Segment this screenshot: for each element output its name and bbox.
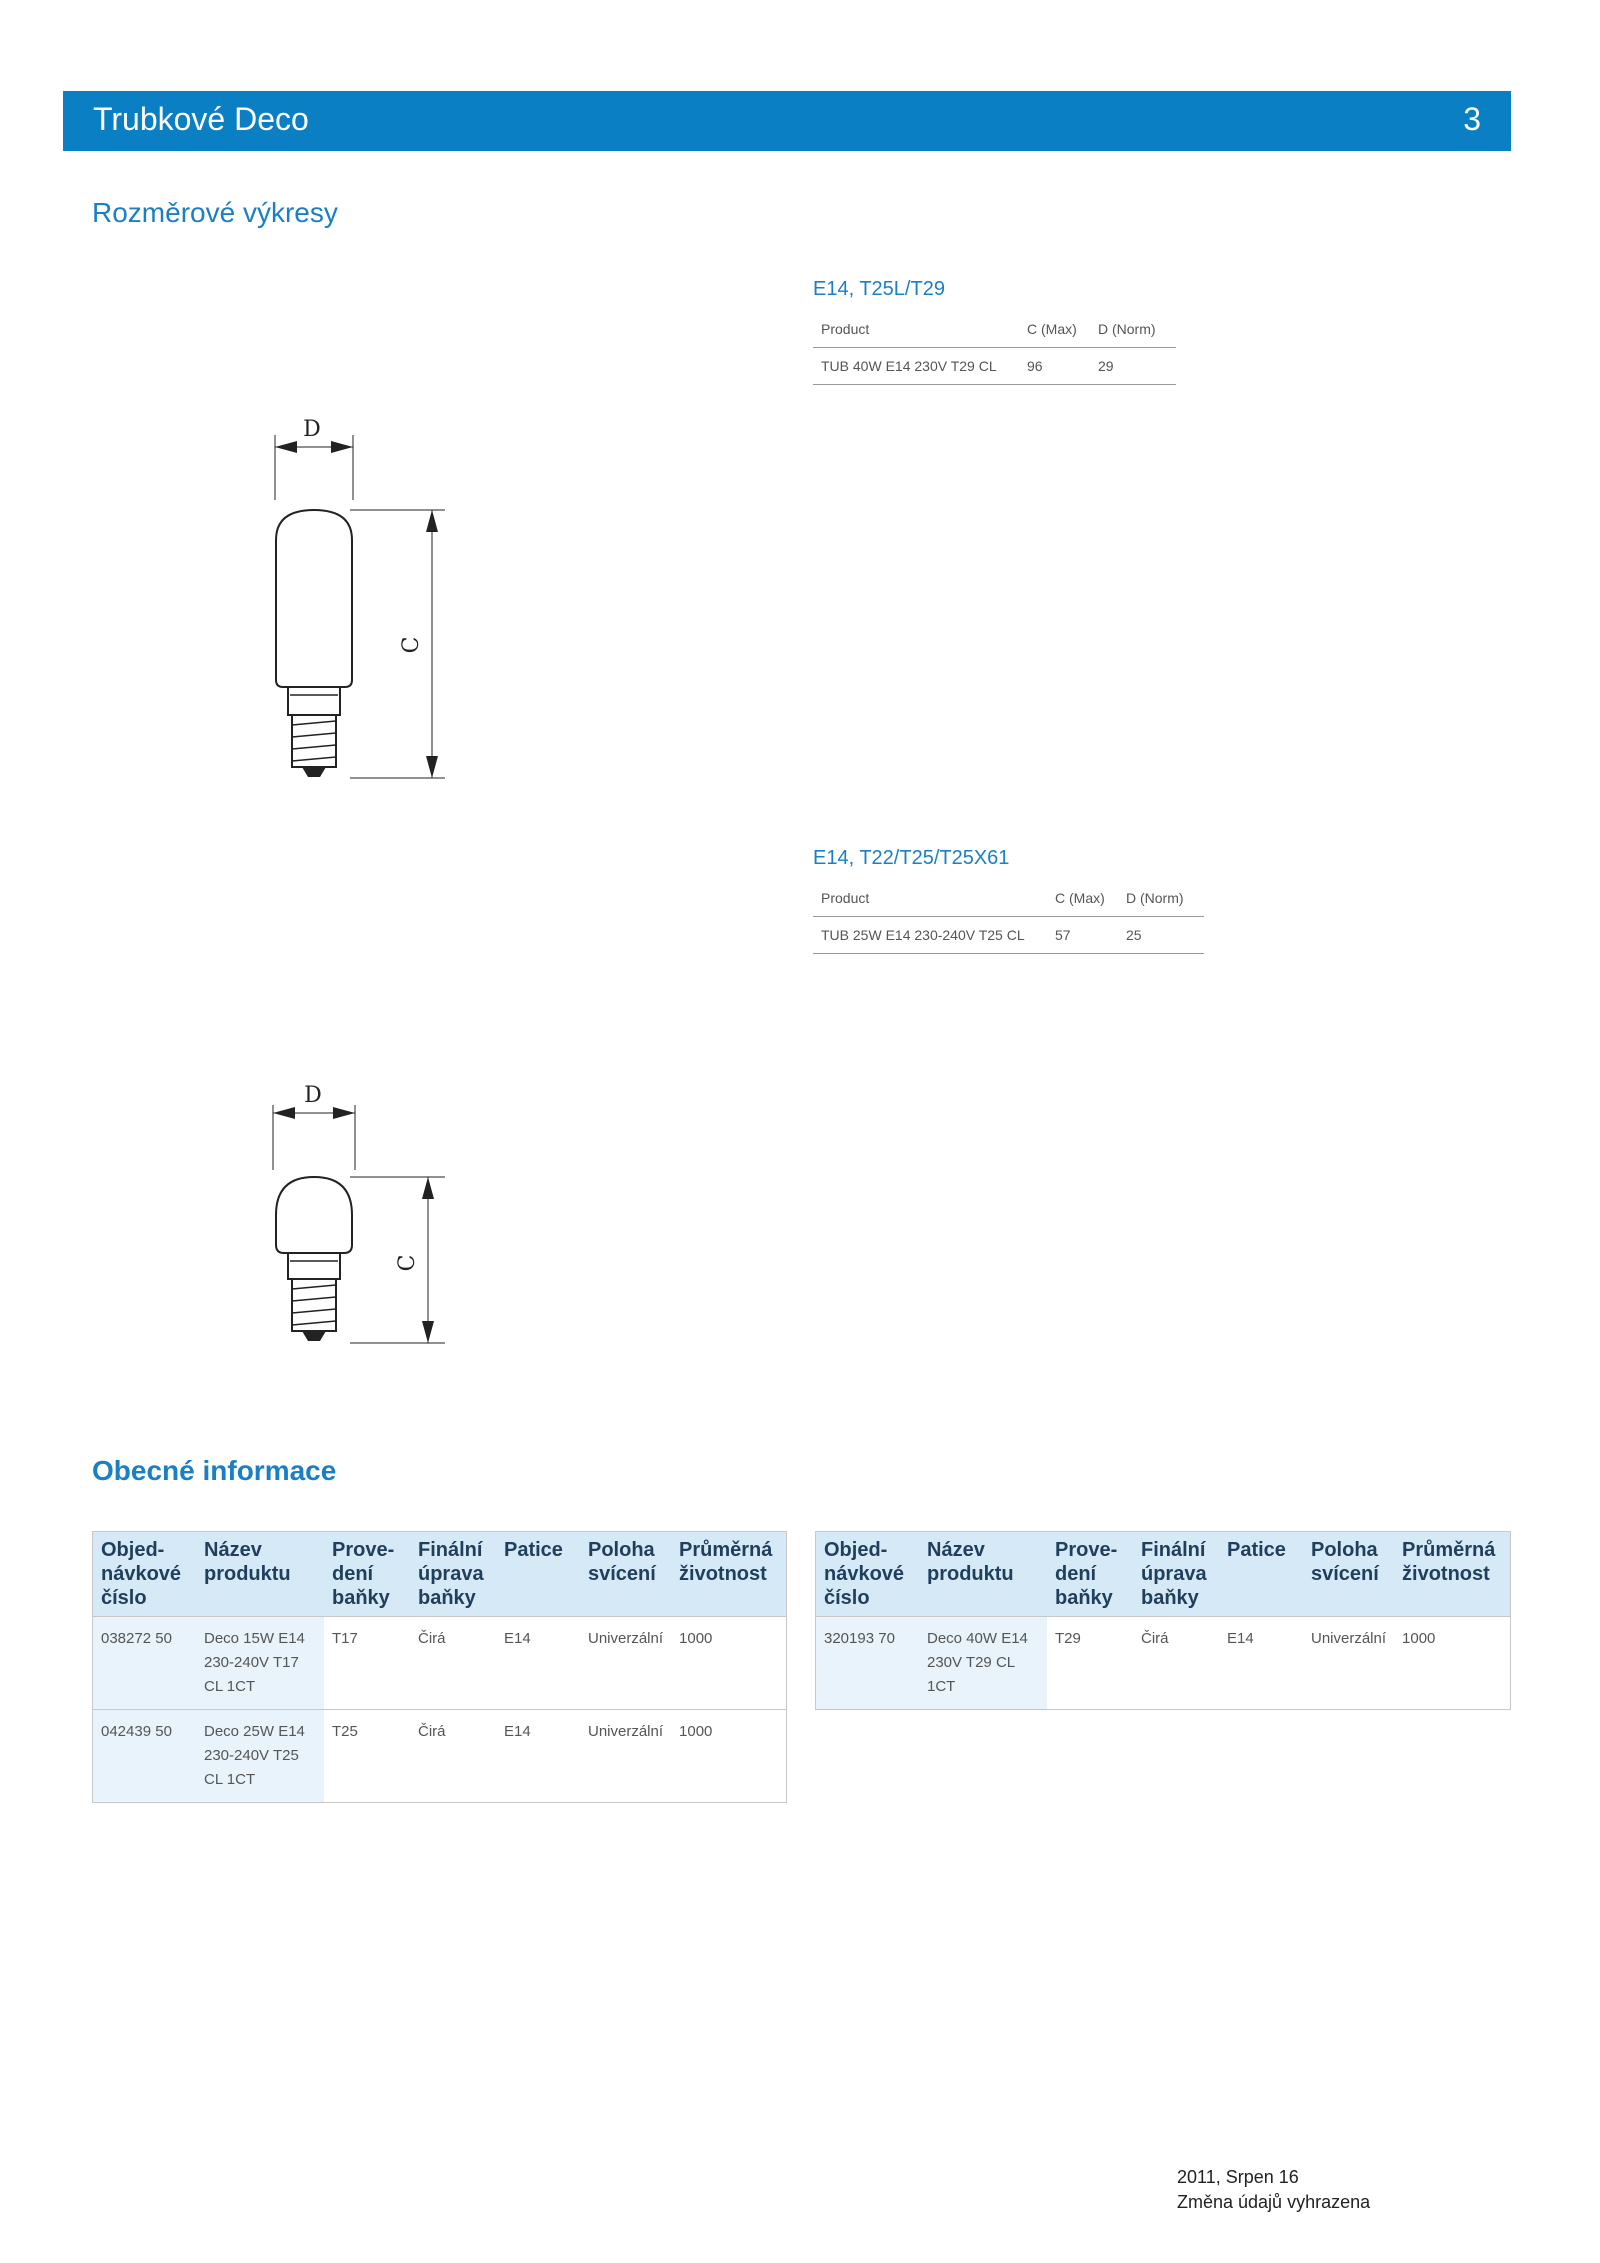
dimension-label-d: D <box>303 417 321 442</box>
base-cell: E14 <box>496 1710 580 1803</box>
table-row <box>93 1617 787 1710</box>
bulb-cell: T29 <box>1047 1617 1133 1710</box>
product-cell: TUB 25W E14 230-240V T25 CL <box>813 917 1047 954</box>
info-section-title: Obecné informace <box>92 1455 337 1486</box>
lamp-drawing-t25 <box>250 1075 470 1355</box>
life-cell: 1000 <box>1394 1617 1510 1710</box>
column-header-base: Patice <box>1219 1532 1303 1617</box>
column-header-bulb: Prove- dení baňky <box>1047 1532 1133 1617</box>
finish-cell: Čirá <box>1133 1617 1219 1710</box>
dimension-block-t29 <box>813 278 1176 385</box>
life-cell: 1000 <box>671 1710 786 1803</box>
bulb-cell: T25 <box>324 1710 410 1803</box>
order-cell: 320193 70 <box>816 1617 920 1710</box>
name-cell: Deco 15W E14 230-240V T17 CL 1CT <box>196 1617 324 1710</box>
dimension-heading: E14, T25L/T29 <box>813 278 945 300</box>
c-max-cell: 96 <box>1019 348 1090 385</box>
order-cell: 042439 50 <box>93 1710 197 1803</box>
footer-disclaimer: Změna údajů vyhrazena <box>1177 2192 1371 2212</box>
position-cell: Univerzální <box>580 1617 671 1710</box>
page-number: 3 <box>1463 101 1481 137</box>
d-norm-cell: 25 <box>1118 917 1204 954</box>
column-header-position: Poloha svícení <box>580 1532 671 1617</box>
column-header-order: Objed- návkové číslo <box>93 1532 197 1617</box>
order-cell: 038272 50 <box>93 1617 197 1710</box>
column-header-finish: Finální úprava baňky <box>410 1532 496 1617</box>
base-cell: E14 <box>1219 1617 1303 1710</box>
finish-cell: Čirá <box>410 1710 496 1803</box>
column-header-bulb: Prove- dení baňky <box>324 1532 410 1617</box>
column-header: D (Norm) <box>1118 884 1204 917</box>
column-header: C (Max) <box>1019 315 1090 348</box>
finish-cell: Čirá <box>410 1617 496 1710</box>
column-header-life: Průměrná životnost <box>1394 1532 1510 1617</box>
name-cell: Deco 40W E14 230V T29 CL 1CT <box>919 1617 1047 1710</box>
column-header-life: Průměrná životnost <box>671 1532 786 1617</box>
lamp-drawing-t29 <box>250 405 470 785</box>
c-max-cell: 57 <box>1047 917 1118 954</box>
info-table-left <box>92 1531 787 1803</box>
dimension-label-d: D <box>304 1083 322 1108</box>
table-row <box>816 1617 1511 1710</box>
life-cell: 1000 <box>671 1617 786 1710</box>
dimension-table <box>813 884 1204 954</box>
position-cell: Univerzální <box>1303 1617 1394 1710</box>
base-cell: E14 <box>496 1617 580 1710</box>
table-row <box>813 348 1176 385</box>
dimension-block-t25 <box>813 847 1204 954</box>
column-header: Product <box>813 315 1019 348</box>
position-cell: Univerzální <box>580 1710 671 1803</box>
table-row <box>93 1710 787 1803</box>
column-header-order: Objed- návkové číslo <box>816 1532 920 1617</box>
dimension-heading: E14, T22/T25/T25X61 <box>813 847 1010 869</box>
column-header-finish: Finální úprava baňky <box>1133 1532 1219 1617</box>
column-header: Product <box>813 884 1047 917</box>
footer-date: 2011, Srpen 16 <box>1177 2167 1299 2187</box>
table-row <box>813 917 1204 954</box>
name-cell: Deco 25W E14 230-240V T25 CL 1CT <box>196 1710 324 1803</box>
table-header-row <box>93 1532 787 1617</box>
bulb-cell: T17 <box>324 1617 410 1710</box>
product-cell: TUB 40W E14 230V T29 CL <box>813 348 1019 385</box>
info-table-right <box>815 1531 1511 1710</box>
dimension-label-c: C <box>399 636 424 654</box>
column-header: D (Norm) <box>1090 315 1176 348</box>
column-header-name: Název produktu <box>919 1532 1047 1617</box>
dimension-section-title: Rozměrové výkresy <box>92 197 338 228</box>
d-norm-cell: 29 <box>1090 348 1176 385</box>
page-title: Trubkové Deco <box>93 101 309 137</box>
dimension-table <box>813 315 1176 385</box>
column-header-name: Název produktu <box>196 1532 324 1617</box>
column-header-position: Poloha svícení <box>1303 1532 1394 1617</box>
column-header: C (Max) <box>1047 884 1118 917</box>
column-header-base: Patice <box>496 1532 580 1617</box>
header-bar <box>63 91 1511 151</box>
footer <box>1177 2165 1370 2215</box>
table-header-row <box>816 1532 1511 1617</box>
dimension-label-c: C <box>395 1254 420 1272</box>
